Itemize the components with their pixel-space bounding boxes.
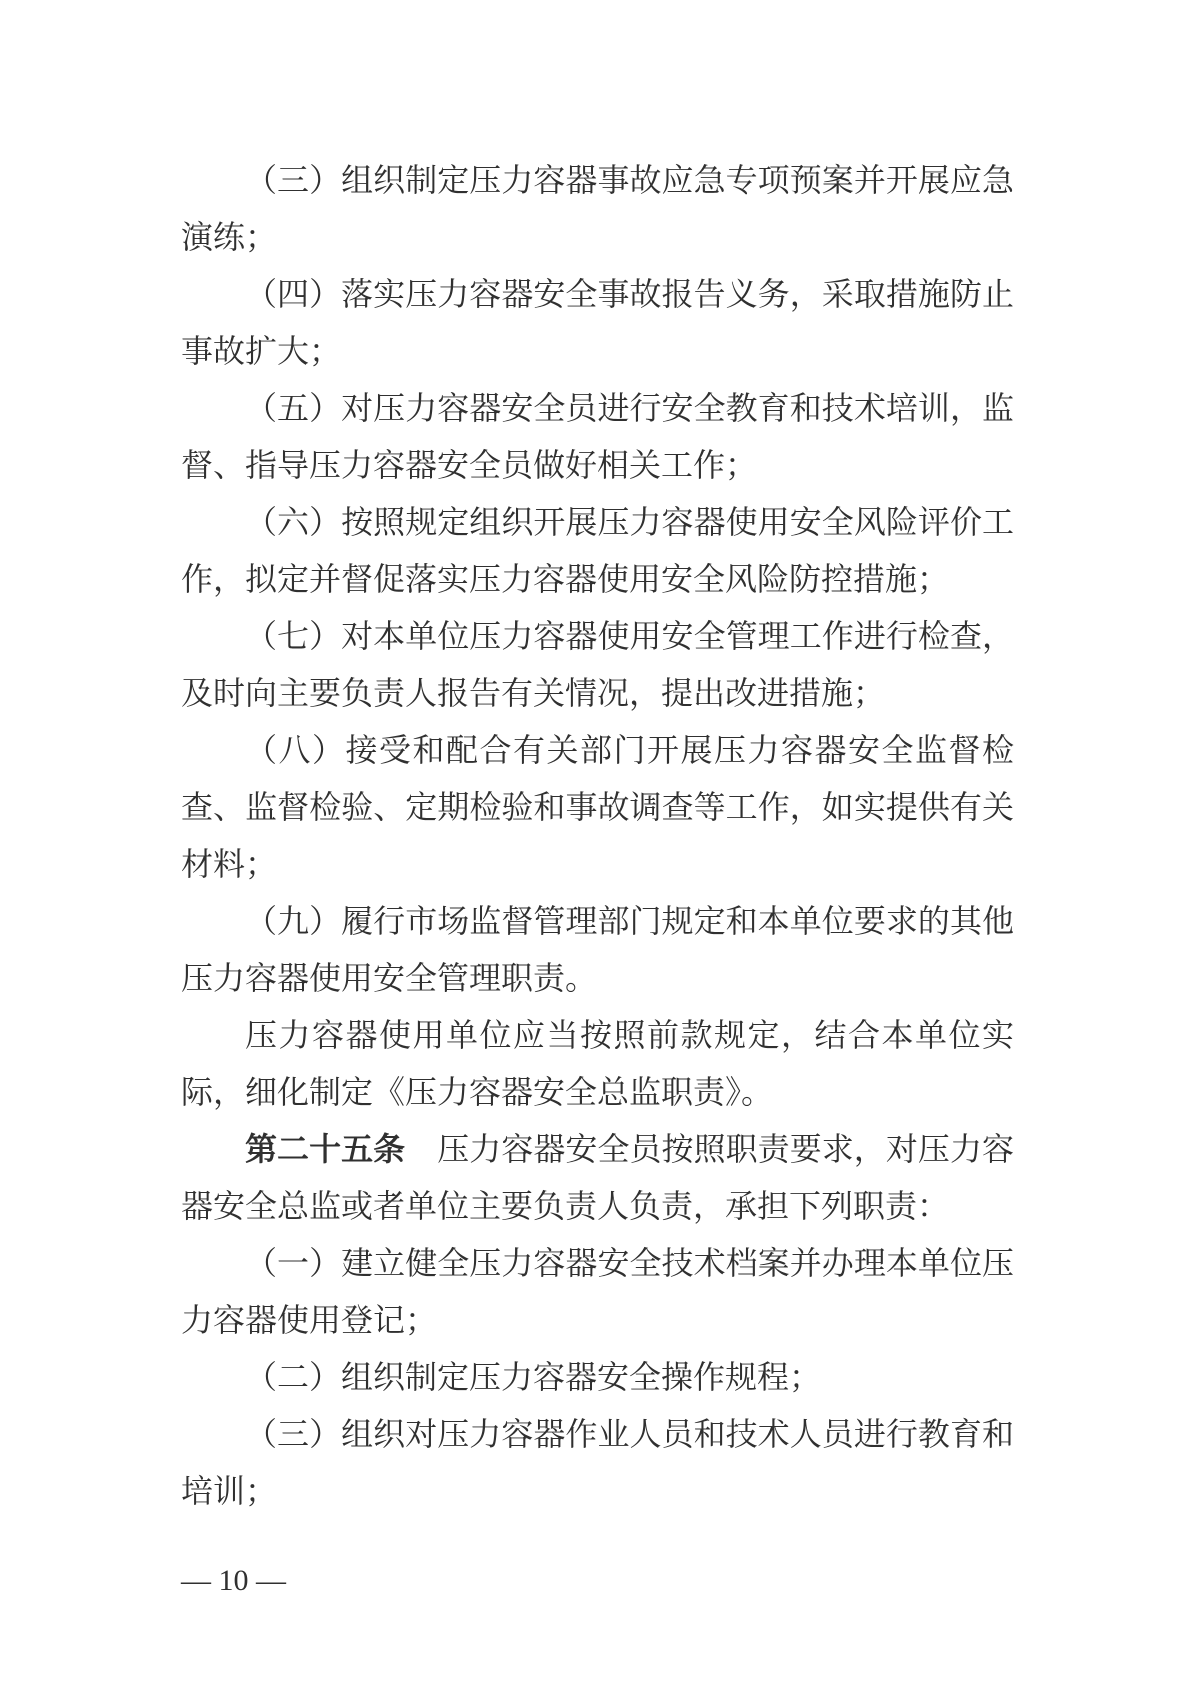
clause-item-1: （一）建立健全压力容器安全技术档案并办理本单位压力容器使用登记； [181, 1245, 1014, 1338]
article-25-text: 压力容器安全员按照职责要求，对压力容器安全总监或者单位主要负责人负责，承担下列职责： [181, 1131, 1014, 1224]
clause-item-8: （八）接受和配合有关部门开展压力容器安全监督检查、监督检验、定期检验和事故调查等工作，如实提供有关材料； [181, 732, 1014, 882]
article-25-paragraph [181, 1121, 1014, 1235]
unit-duty-paragraph: 压力容器使用单位应当按照前款规定，结合本单位实际，细化制定《压力容器安全总监职责》。 [181, 1017, 1014, 1110]
clause-item-2: （二）组织制定压力容器安全操作规程； [245, 1359, 822, 1395]
clause-item-3: （三）组织制定压力容器事故应急专项预案并开展应急演练； [181, 162, 1014, 255]
article-25-number: 第二十五条 [245, 1131, 406, 1167]
clause-item-4: （四）落实压力容器安全事故报告义务，采取措施防止事故扩大； [181, 276, 1014, 369]
page-number: — 10 — [181, 1564, 286, 1597]
clause-item-7: （七）对本单位压力容器使用安全管理工作进行检查，及时向主要负责人报告有关情况，提出改进措施； [181, 618, 1014, 711]
clause-item-5: （五）对压力容器安全员进行安全教育和技术培训，监督、指导压力容器安全员做好相关工作； [181, 390, 1014, 483]
clause-item-6: （六）按照规定组织开展压力容器使用安全风险评价工作，拟定并督促落实压力容器使用安全风险防控措施； [181, 504, 1014, 597]
clause-item-3-training: （三）组织对压力容器作业人员和技术人员进行教育和培训； [181, 1416, 1014, 1509]
page-footer [181, 1563, 286, 1599]
document-body [181, 152, 1014, 1520]
clause-item-9: （九）履行市场监督管理部门规定和本单位要求的其他压力容器使用安全管理职责。 [181, 903, 1014, 996]
